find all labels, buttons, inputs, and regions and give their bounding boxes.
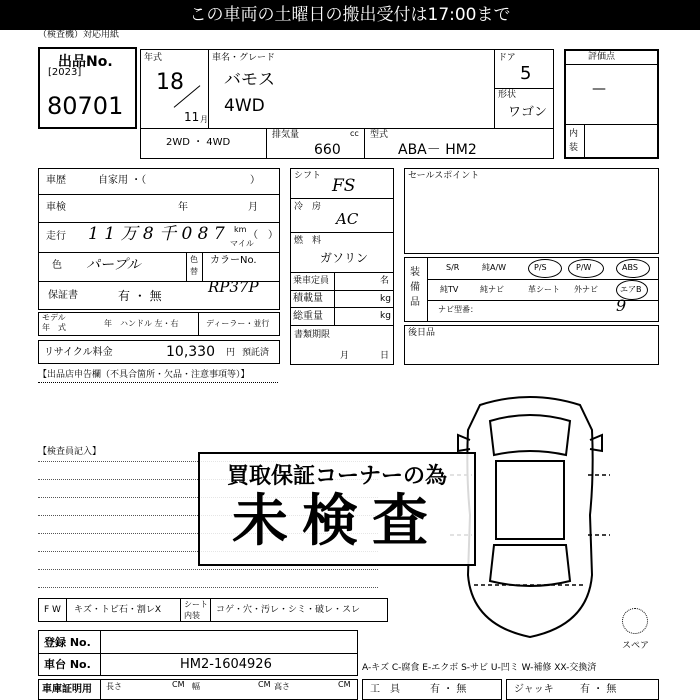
doc-deadline-month: 月	[340, 351, 350, 361]
tools-label: 工 具	[370, 684, 400, 695]
certificate-label: 車庫証明用	[42, 684, 92, 695]
mileage-paren: （ ）	[248, 230, 278, 241]
fuel-value: ガソリン	[320, 251, 369, 265]
mileage-unit-km: km	[234, 225, 247, 234]
history-label: 車歴	[46, 175, 66, 186]
model-label: 車名・グレード	[212, 53, 276, 63]
tools-value: 有 ・ 無	[430, 684, 467, 695]
shape-value: ワゴン	[508, 105, 548, 120]
certificate-cm-3: CM	[338, 680, 351, 689]
fw-value: キズ・トビ石・割レX	[74, 605, 161, 615]
capacity-label: 乗車定員	[293, 276, 330, 286]
displacement-unit: cc	[350, 129, 359, 138]
warranty-label: 保証書	[48, 290, 78, 301]
load-label: 積載量	[293, 293, 323, 304]
doc-deadline-label: 書類期限	[294, 330, 331, 340]
inspection-month: 月	[248, 202, 258, 213]
inspection-label: 車検	[46, 202, 66, 213]
certificate-len: 長さ	[106, 682, 122, 691]
rating-value: —	[592, 81, 606, 97]
displacement-label: 排気量	[272, 130, 300, 140]
equipment-pw: P/W	[576, 263, 592, 272]
year-label: 年式	[144, 53, 163, 63]
shape-label: 形状	[498, 90, 517, 100]
doors-value: 5	[520, 63, 532, 84]
fw-seat-label-1: シート	[184, 600, 208, 609]
load-unit: kg	[380, 294, 391, 304]
lot-number: 80701	[47, 92, 124, 120]
interior-label-2: 装	[569, 143, 579, 153]
mileage-unit-mile: マイル	[230, 239, 254, 248]
damage-legend: A-キズ C-腐食 E-エクボ S-サビ U-凹ミ W-補修 XX-交換済	[362, 663, 597, 673]
shift-label: シフト	[294, 171, 322, 181]
recycle-label: リサイクル料金	[44, 347, 113, 358]
gross-unit: kg	[380, 311, 391, 321]
certificate-cm-1: CM	[172, 680, 185, 689]
equipment-leather: 革シート	[528, 285, 560, 294]
ac-value: AC	[336, 210, 359, 228]
jack-value: 有 ・ 無	[580, 684, 617, 695]
stamp-line-1: 買取保証コーナーの為	[226, 464, 447, 489]
fuel-label: 燃 料	[294, 236, 322, 246]
displacement-value: 660	[314, 142, 341, 158]
equipment-navi-model: ナビ型番：	[438, 305, 478, 314]
model-year-label-1: モデル	[42, 313, 66, 322]
fw-seat-value: コゲ・穴・汚レ・シミ・破レ・スレ	[216, 605, 361, 615]
equipment-ps: P/S	[534, 263, 547, 272]
year-month-unit: 月	[200, 115, 208, 124]
model-year-year: 年	[104, 319, 112, 328]
fw-seat-label-2: 内装	[184, 611, 200, 620]
registration-label: 登録 No.	[44, 636, 91, 649]
equipment-label-1: 装	[410, 267, 420, 278]
year-value: 18	[156, 70, 184, 95]
color-change-2: 替	[190, 267, 198, 276]
spare-label: スペア	[622, 641, 650, 651]
recycle-note: 預託済	[242, 348, 270, 358]
recycle-unit: 円	[226, 348, 236, 358]
certificate-cm-2: CM	[258, 680, 271, 689]
post-fit-label: 後日品	[408, 328, 436, 338]
model-year-handle: ハンドル 左・右	[120, 319, 179, 328]
mileage-value: 1 1 万 8 千 0 8 7	[88, 224, 225, 244]
model-year-dealer: ディーラー・並行	[206, 319, 270, 328]
rating-box	[564, 49, 659, 159]
lot-year-tag: [2023]	[48, 67, 82, 78]
history-value: 自家用 ・（	[98, 175, 147, 186]
model-code-value: ABA－ HM2	[398, 142, 477, 158]
equipment-sr: S/R	[446, 263, 460, 272]
model-grade: 4WD	[224, 96, 265, 116]
chassis-value: HM2-1604926	[180, 657, 272, 672]
rating-label: 評価点	[588, 52, 616, 62]
sales-point-label: セールスポイント	[408, 171, 480, 181]
jack-label: ジャッキ	[514, 684, 554, 695]
color-code: RP37P	[208, 278, 259, 296]
model-code-label: 型式	[370, 130, 389, 140]
chassis-label: 車台 No.	[44, 658, 91, 671]
capacity-unit: 名	[380, 276, 390, 286]
banner-text: この車両の土曜日の搬出受付は17:00まで	[189, 5, 511, 25]
equipment-abs: ABS	[622, 263, 638, 272]
lot-label: 出品No.	[58, 54, 113, 70]
history-close: ）	[250, 175, 260, 186]
equipment-check-mark: 9	[616, 296, 627, 315]
model-year-label-2: 年 式	[42, 323, 66, 332]
equipment-label-2: 備	[410, 282, 420, 293]
warranty-value: 有 ・ 無	[118, 289, 162, 303]
mileage-label: 走行	[46, 231, 66, 242]
model-name: バモス	[224, 70, 275, 90]
shift-value: FS	[332, 176, 356, 196]
equipment-tv: 純TV	[440, 285, 459, 294]
equipment-airbag: エアB	[620, 285, 642, 294]
color-code-label: カラーNo.	[210, 255, 257, 266]
color-label: 色	[52, 260, 62, 271]
certificate-height: 高さ	[274, 682, 290, 691]
interior-label-1: 内	[569, 129, 579, 139]
drive-value: 2WD ・ 4WD	[166, 137, 231, 148]
equipment-label-3: 品	[410, 297, 420, 308]
year-month: 11	[184, 110, 200, 124]
seller-notes-label: 【出品店申告欄（不具合箇所・欠品・注意事項等）】	[38, 370, 250, 380]
recycle-value: 10,330	[166, 344, 215, 360]
stamp-line-2: 未検査	[232, 489, 442, 554]
color-change-1: 色	[190, 255, 198, 264]
equipment-ext-navi: 外ナビ	[574, 285, 598, 294]
doors-label: ドア	[498, 53, 516, 63]
ac-label: 冷 房	[294, 202, 322, 212]
inspector-notes-label: 【検査員記入】	[38, 447, 102, 457]
post-fit-box	[404, 325, 659, 365]
inspection-year: 年	[178, 202, 188, 213]
gross-label: 総重量	[293, 311, 323, 322]
color-value: パープル	[86, 257, 141, 273]
certificate-width: 幅	[192, 682, 200, 691]
equipment-aw: 純A/W	[482, 263, 507, 272]
equipment-navi: 純ナビ	[480, 285, 504, 294]
spare-tire-icon	[622, 608, 648, 634]
doc-deadline-day: 日	[380, 351, 390, 361]
fw-label: F W	[44, 605, 61, 615]
form-title: （検査機）対応用紙	[38, 30, 120, 40]
